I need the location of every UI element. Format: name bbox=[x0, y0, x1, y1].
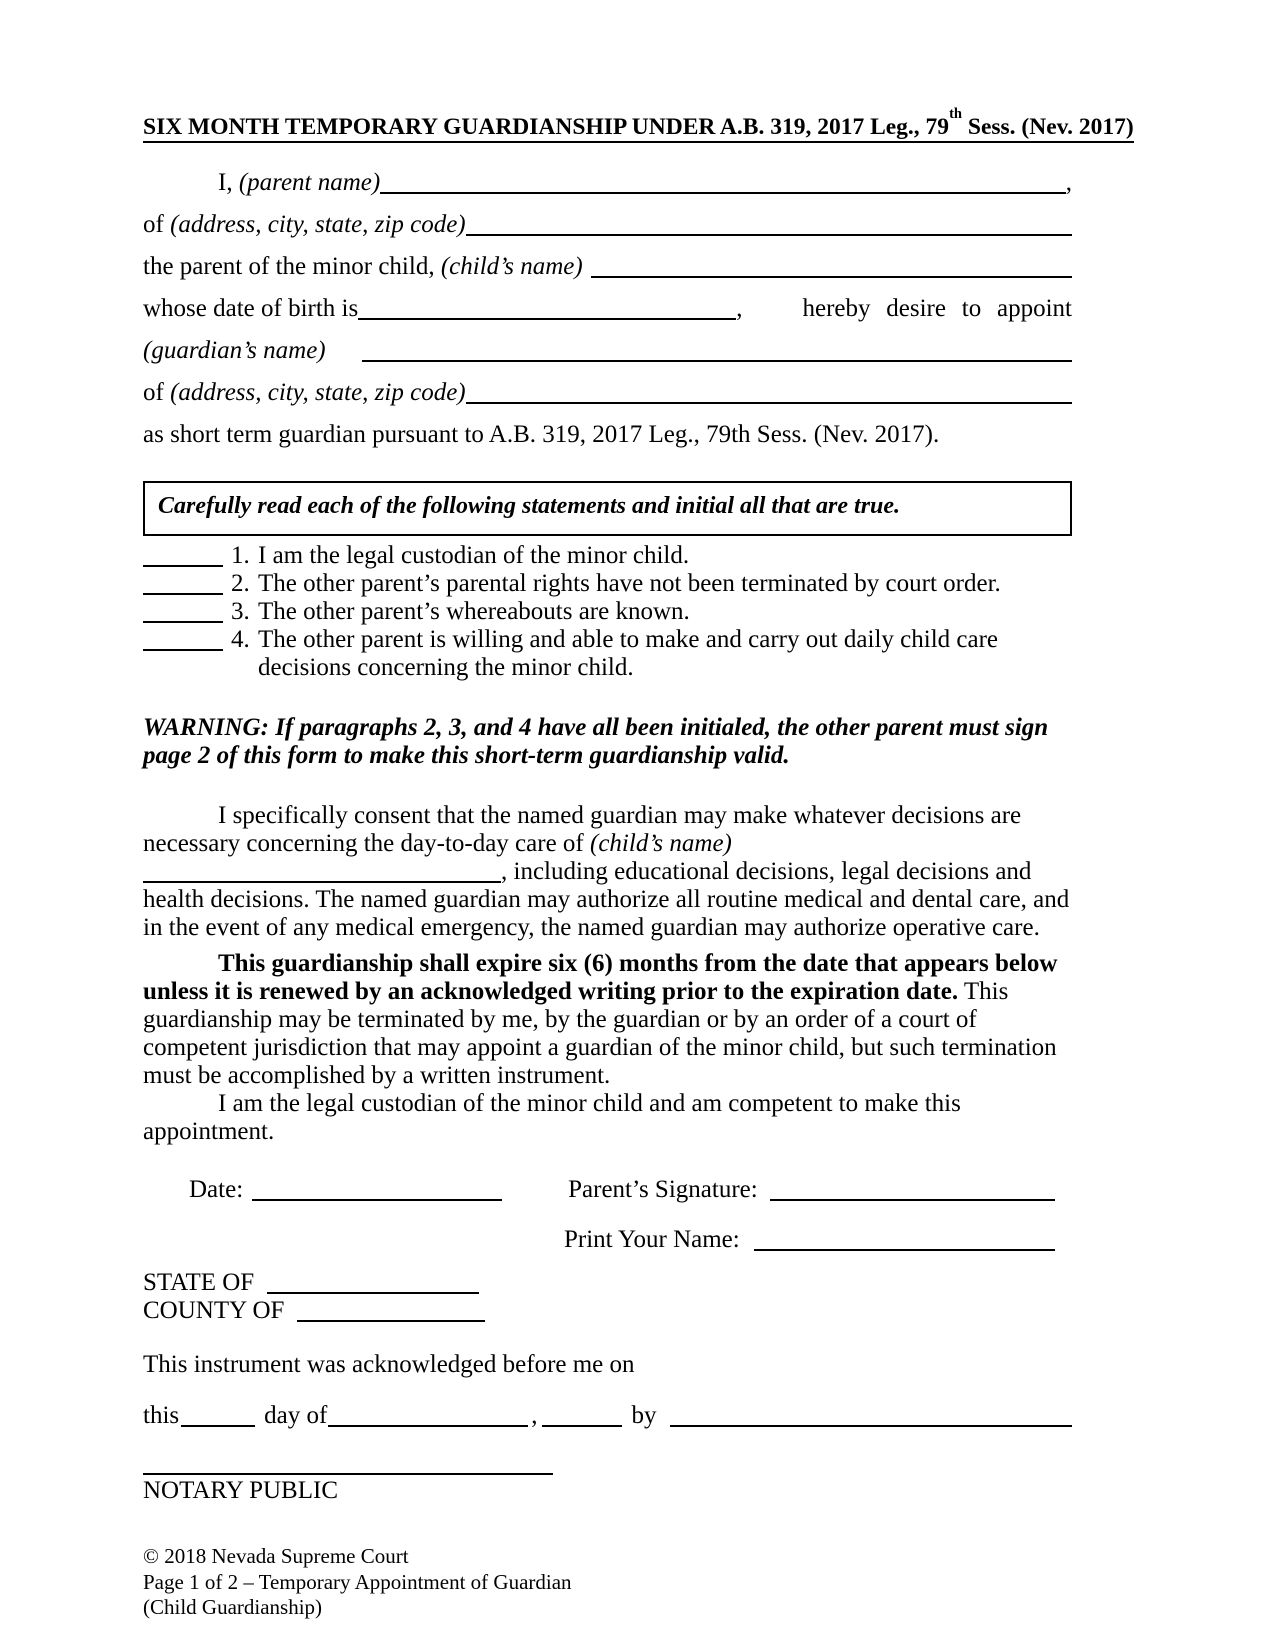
consent-paragraph bbox=[143, 802, 1072, 942]
statements-list bbox=[143, 542, 1072, 682]
notary-public-label: NOTARY PUBLIC bbox=[143, 1476, 339, 1504]
guardian-name-line bbox=[143, 330, 1072, 372]
statement-4-initial-blank[interactable] bbox=[143, 649, 223, 651]
print-name-line bbox=[143, 1226, 1072, 1254]
statement-3-number: 3. bbox=[231, 597, 250, 625]
guardian-address-hint: (address, city, state, zip code) bbox=[170, 378, 466, 406]
state-blank[interactable] bbox=[267, 1292, 479, 1294]
guardian-address-lead: of bbox=[143, 378, 171, 406]
by-label: by bbox=[631, 1401, 657, 1429]
guardian-address-line bbox=[143, 372, 1072, 414]
dob-comma: , bbox=[736, 294, 743, 322]
parent-name-line bbox=[143, 162, 1072, 204]
parent-address-lead: of bbox=[143, 210, 171, 238]
statement-row-2 bbox=[143, 570, 1072, 598]
guardian-name-blank[interactable] bbox=[362, 360, 1072, 362]
word-appoint: appoint bbox=[996, 294, 1072, 322]
state-line bbox=[143, 1269, 1072, 1297]
county-blank[interactable] bbox=[297, 1320, 485, 1322]
statement-row-1 bbox=[143, 542, 1072, 570]
county-label: COUNTY OF bbox=[143, 1296, 285, 1324]
statement-2-text: The other parent’s parental rights have not been terminated by court order. bbox=[258, 569, 1001, 597]
footer-page-number: Page 1 of 2 – Temporary Appointment of Guardian bbox=[143, 1569, 572, 1594]
statement-3-initial-blank[interactable] bbox=[143, 621, 223, 623]
dob-blank[interactable] bbox=[358, 318, 736, 320]
parent-signature-label: Parent’s Signature: bbox=[568, 1175, 758, 1203]
statement-2-initial-blank[interactable] bbox=[143, 593, 223, 595]
parent-address-blank[interactable] bbox=[466, 234, 1072, 236]
statement-1-text: I am the legal custodian of the minor child. bbox=[258, 541, 690, 569]
statement-4-text: The other parent is willing and able to make and carry out daily child care decisions concerning the minor child. bbox=[258, 625, 999, 681]
parent-address-hint: (address, city, state, zip code) bbox=[170, 210, 466, 238]
dob-line bbox=[143, 288, 1072, 330]
form-title-text: SIX MONTH TEMPORARY GUARDIANSHIP UNDER A.B. 319, 2017 Leg., 79 bbox=[143, 113, 950, 140]
statement-1-number: 1. bbox=[231, 541, 250, 569]
opening-section bbox=[143, 162, 1072, 456]
day-of-label: day of bbox=[264, 1401, 328, 1429]
dob-lead: whose date of birth is bbox=[143, 294, 359, 322]
page-footer bbox=[143, 1544, 572, 1621]
footer-copyright: © 2018 Nevada Supreme Court bbox=[143, 1544, 409, 1568]
guardian-address-blank[interactable] bbox=[466, 402, 1072, 404]
statement-row-4 bbox=[143, 626, 1072, 682]
expiration-normal-text: This guardianship may be terminated by me, by the guardian or by an order of a court of competent jurisdiction that may appoint a guardian of the minor child, but such termination must be accomplished by a written instrument. bbox=[143, 977, 1057, 1089]
statement-4-number: 4. bbox=[231, 625, 250, 653]
ack-year-blank[interactable] bbox=[542, 1425, 622, 1427]
date-signature-line bbox=[143, 1176, 1072, 1204]
state-label: STATE OF bbox=[143, 1268, 255, 1296]
instruction-text: Carefully read each of the following statements and initial all that are true. bbox=[158, 492, 901, 519]
consent-text-post: , including educational decisions, legal decisions and health decisions. The named guardian may authorize all routine medical and dental care, and in the event of any medical emergency, the named guardian may authorize operative care. bbox=[143, 857, 1070, 941]
form-title-superscript: th bbox=[949, 106, 963, 123]
ack-comma: , bbox=[531, 1401, 538, 1429]
child-name-lead: the parent of the minor child, bbox=[143, 252, 441, 280]
child-name-blank[interactable] bbox=[591, 276, 1072, 278]
county-line bbox=[143, 1297, 1072, 1325]
statement-1-initial-blank[interactable] bbox=[143, 565, 223, 567]
instruction-box bbox=[143, 481, 1072, 536]
word-hereby: hereby bbox=[802, 294, 871, 322]
ack-by-blank[interactable] bbox=[670, 1425, 1072, 1427]
expiration-paragraph bbox=[143, 950, 1072, 1090]
word-to: to bbox=[961, 294, 982, 322]
form-title-tail: Sess. (Nev. 2017) bbox=[962, 113, 1134, 140]
expiration-bold-text: This guardianship shall expire six (6) months from the date that appears below unless it is renewed by an acknowledged writing prior to the expiration date. bbox=[143, 949, 1058, 1005]
print-name-label: Print Your Name: bbox=[564, 1225, 740, 1253]
statement-2-number: 2. bbox=[231, 569, 250, 597]
consent-child-name-hint: (child’s name) bbox=[590, 829, 732, 857]
consent-text-pre: I specifically consent that the named guardian may make whatever decisions are necessary concerning the day-to-day care of bbox=[143, 801, 1022, 857]
parent-name-comma: , bbox=[1065, 168, 1072, 196]
date-blank[interactable] bbox=[252, 1199, 502, 1201]
child-name-hint: (child’s name) bbox=[440, 252, 583, 280]
date-label: Date: bbox=[189, 1175, 244, 1203]
dob-tail-words bbox=[802, 288, 1072, 330]
consent-child-name-blank[interactable] bbox=[143, 881, 501, 883]
ack-month-blank[interactable] bbox=[328, 1425, 528, 1427]
footer-form-type: (Child Guardianship) bbox=[143, 1595, 323, 1619]
parent-name-lead: I, bbox=[218, 168, 239, 196]
parent-signature-blank[interactable] bbox=[770, 1199, 1055, 1201]
word-desire: desire bbox=[886, 294, 946, 322]
guardian-name-hint: (guardian’s name) bbox=[143, 336, 326, 364]
statement-row-3 bbox=[143, 598, 1072, 626]
this-label: this bbox=[143, 1401, 180, 1429]
warning-paragraph: WARNING: If paragraphs 2, 3, and 4 have all been initialed, the other parent must sign page 2 of this form to make this short-term guardianship valid. bbox=[143, 713, 1049, 769]
pursuant-text: as short term guardian pursuant to A.B. 319, 2017 Leg., 79th Sess. (Nev. 2017). bbox=[143, 420, 940, 448]
ack-day-blank[interactable] bbox=[181, 1425, 255, 1427]
child-name-line bbox=[143, 246, 1072, 288]
acknowledgment-statement: This instrument was acknowledged before me on bbox=[143, 1350, 635, 1378]
parent-name-blank[interactable] bbox=[380, 192, 1066, 194]
pursuant-line bbox=[143, 414, 1072, 456]
statement-3-text: The other parent’s whereabouts are known. bbox=[258, 597, 690, 625]
parent-address-line bbox=[143, 204, 1072, 246]
competency-statement: I am the legal custodian of the minor child and am competent to make this appointment. bbox=[143, 1089, 961, 1145]
acknowledgment-date-line bbox=[143, 1402, 1072, 1430]
parent-name-hint: (parent name) bbox=[238, 168, 381, 196]
form-title bbox=[143, 106, 1134, 142]
print-name-blank[interactable] bbox=[754, 1249, 1055, 1251]
